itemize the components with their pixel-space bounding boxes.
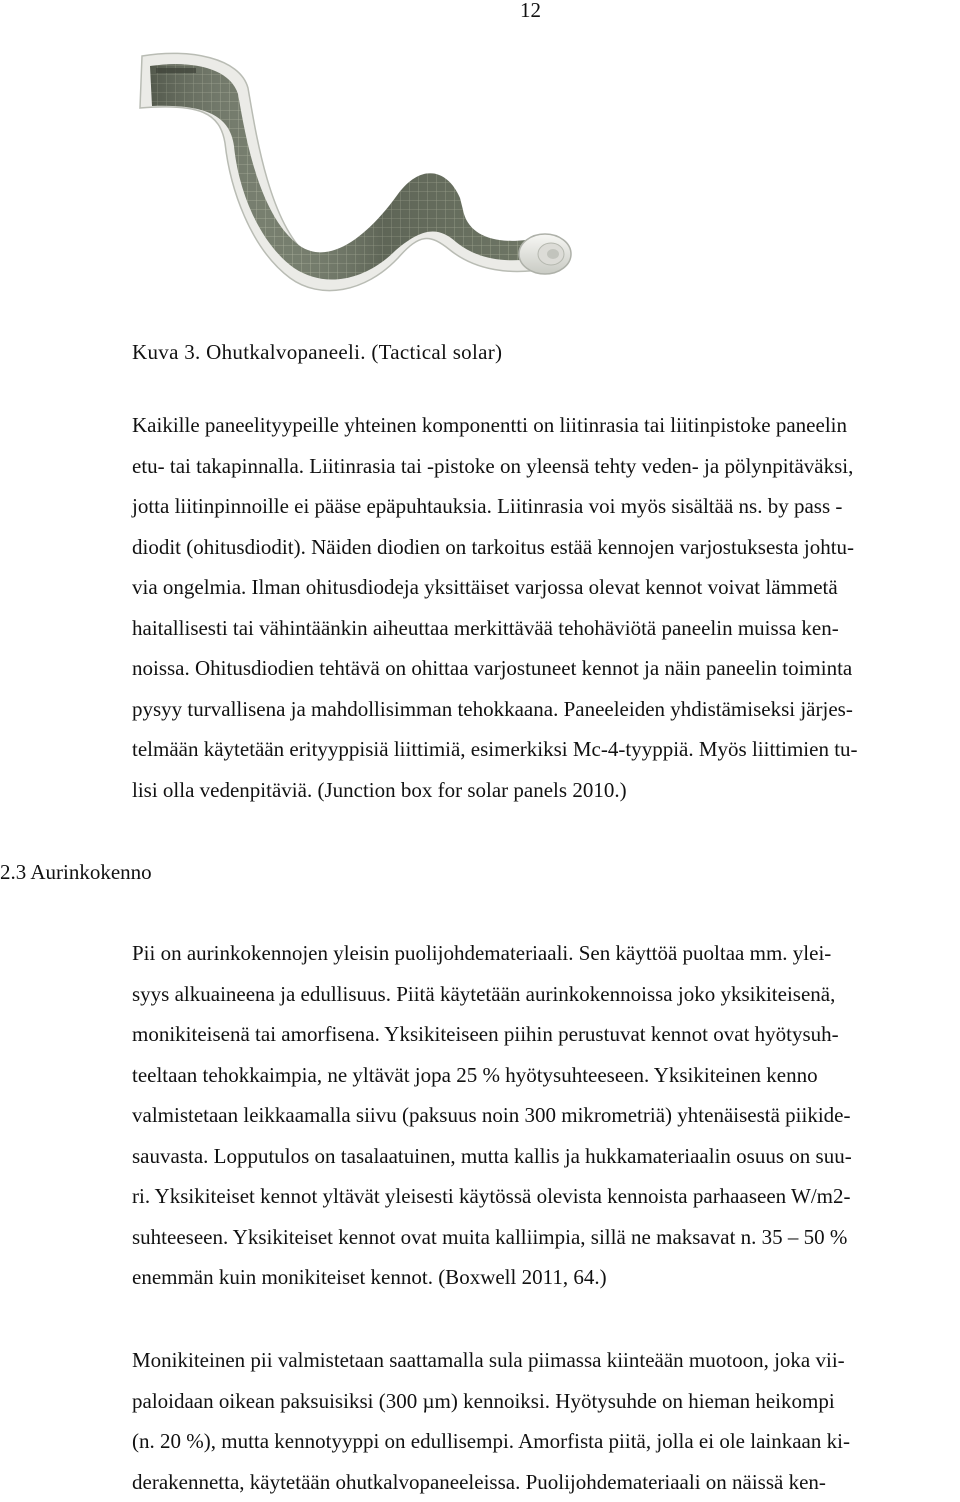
text-line: telmään käytetään erityyppisiä liittimiä, esimerkiksi Mc-4-tyyppiä. Myös liittimien tu- (132, 729, 952, 770)
text-line: sauvasta. Lopputulos on tasalaatuinen, mutta kallis ja hukkamateriaalin osuus on suu- (132, 1136, 952, 1177)
section-heading: 2.3 Aurinkokenno (0, 860, 152, 885)
figure-caption: Kuva 3. Ohutkalvopaneeli. (Tactical solar) (132, 340, 502, 365)
text-line: teeltaan tehokkaimpia, ne yltävät jopa 25 % hyötysuhteeseen. Yksikiteinen kenno (132, 1055, 952, 1096)
text-line: lisi olla vedenpitäviä. (Junction box for solar panels 2010.) (132, 770, 952, 811)
text-line: syys alkuaineena ja edullisuus. Piitä käytetään aurinkokennoissa joko yksikiteisenä, (132, 974, 952, 1015)
text-line: monikiteisenä tai amorfisena. Yksikiteiseen piihin perustuvat kennot ovat hyötysuh- (132, 1014, 952, 1055)
text-line: valmistetaan leikkaamalla siivu (paksuus noin 300 mikrometriä) yhtenäisestä piikide- (132, 1095, 952, 1136)
thin-film-panel-image (130, 38, 590, 298)
text-line: noissa. Ohitusdiodien tehtävä on ohittaa varjostuneet kennot ja näin paneelin toiminta (132, 648, 952, 689)
text-line: ri. Yksikiteiset kennot yltävät yleisesti käytössä olevista kennoista parhaaseen W/m2- (132, 1176, 952, 1217)
figure-thin-film-panel (130, 38, 590, 298)
text-line: haitallisesti tai vähintäänkin aiheuttaa merkittävää tehohäviötä paneelin muissa ken- (132, 608, 952, 649)
page-number: 12 (520, 0, 541, 23)
text-line: Kaikille paneelityypeille yhteinen komponentti on liitinrasia tai liitinpistoke paneelin (132, 405, 952, 446)
text-line: etu- tai takapinnalla. Liitinrasia tai -pistoke on yleensä tehty veden- ja pölynpitäväksi, (132, 446, 952, 487)
text-line: derakennetta, käytetään ohutkalvopaneeleissa. Puolijohdemateriaali on näissä ken- (132, 1462, 952, 1502)
text-line: via ongelmia. Ilman ohitusdiodeja yksittäiset varjossa olevat kennot voivat lämmetä (132, 567, 952, 608)
paragraph-silicon (132, 933, 952, 1298)
paragraph-connectors (132, 405, 952, 810)
text-line: enemmän kuin monikiteiset kennot. (Boxwell 2011, 64.) (132, 1257, 952, 1298)
paragraph-polycrystalline (132, 1340, 952, 1502)
text-line: jotta liitinpinnoille ei pääse epäpuhtauksia. Liitinrasia voi myös sisältää ns. by pass - (132, 486, 952, 527)
text-line: Monikiteinen pii valmistetaan saattamalla sula piimassa kiinteään muotoon, joka vii- (132, 1340, 952, 1381)
text-line: pysyy turvallisena ja mahdollisimman tehokkaana. Paneeleiden yhdistämiseksi järjes- (132, 689, 952, 730)
text-line: Pii on aurinkokennojen yleisin puolijohdemateriaali. Sen käyttöä puoltaa mm. ylei- (132, 933, 952, 974)
text-line: suhteeseen. Yksikiteiset kennot ovat muita kalliimpia, sillä ne maksavat n. 35 – 50 % (132, 1217, 952, 1258)
text-line: diodit (ohitusdiodit). Näiden diodien on tarkoitus estää kennojen varjostuksesta johtu- (132, 527, 952, 568)
text-line: paloidaan oikean paksuisiksi (300 µm) kennoiksi. Hyötysuhde on hieman heikompi (132, 1381, 952, 1422)
text-line: (n. 20 %), mutta kennotyyppi on edullisempi. Amorfista piitä, jolla ei ole lainkaan ki- (132, 1421, 952, 1462)
